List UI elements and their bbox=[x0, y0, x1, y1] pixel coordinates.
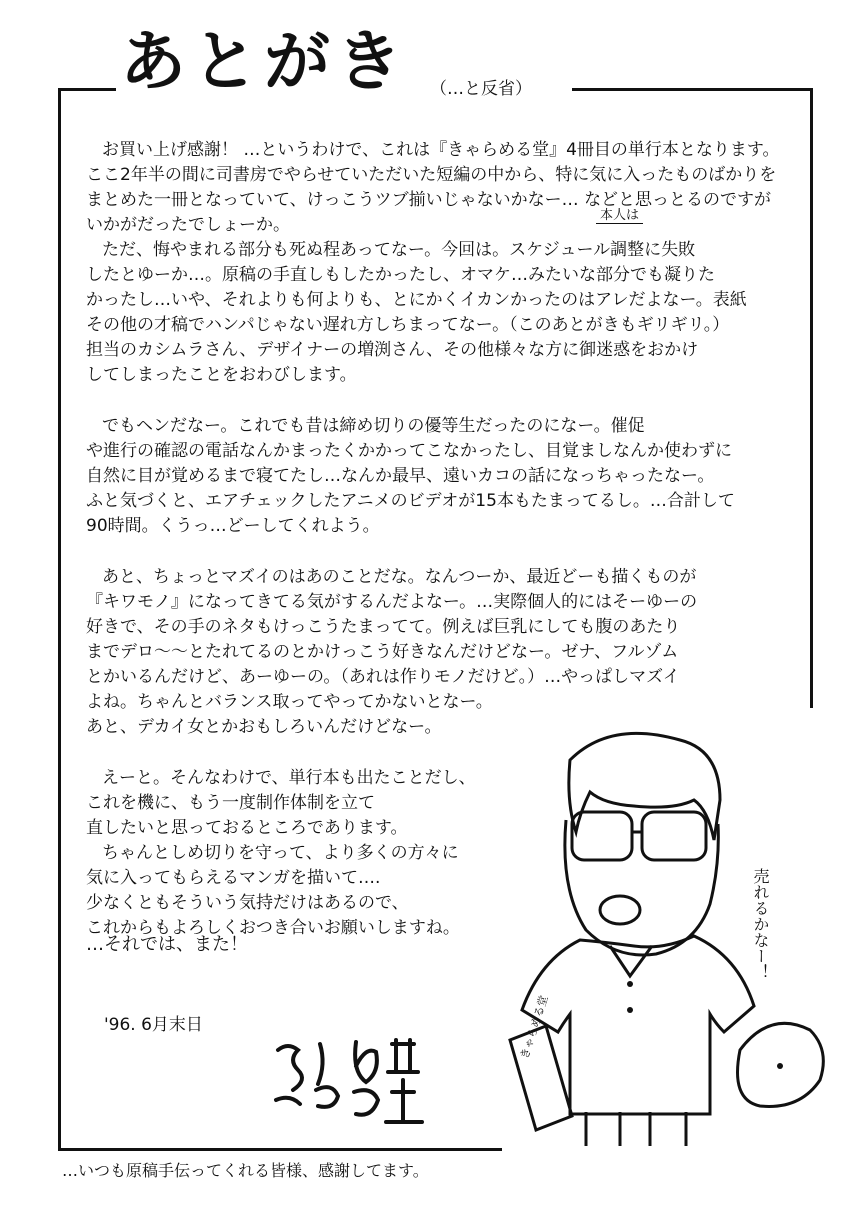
page-title: あとがき bbox=[120, 22, 408, 100]
text-line: ちゃんとしめ切りを守って、より多くの方々に bbox=[102, 843, 459, 863]
frame-top-left-line bbox=[60, 88, 116, 91]
text-line: 好きで、その手のネタもけっこうたまってて。例えば巨乳にしても腹のあたり bbox=[86, 617, 681, 637]
paragraph-2 bbox=[86, 414, 798, 539]
text-line: 90時間。くうっ…どーしてくれよう。 bbox=[86, 516, 380, 536]
text-line: までデロ～～とたれてるのとかけっこう好きなんだけどなー。ゼナ、フルゾム bbox=[86, 642, 679, 662]
text-line: これからもよろしくおつき合いお願いしますね。 bbox=[86, 918, 460, 938]
date-line: '96. 6月末日 bbox=[104, 1015, 203, 1035]
text-line: ただ、悔やまれる部分も死ぬ程あってなー。今回は。スケジュール調整に失敗 bbox=[102, 240, 696, 260]
closing-line: …それでは、また！ bbox=[86, 934, 248, 955]
text-line: や進行の確認の電話なんかまったくかかってこなかったし、目覚ましなんか使わずに bbox=[86, 441, 732, 461]
text-line: これを機に、もう一度制作体制を立て bbox=[86, 793, 375, 813]
text-line: でもヘンだなー。これでも昔は締め切りの優等生だったのになー。催促 bbox=[102, 416, 645, 436]
text-line: 直したいと思っておるところであります。 bbox=[86, 818, 408, 838]
text-line: よね。ちゃんとバランス取ってやってかないとなー。 bbox=[86, 692, 493, 712]
text-line: まとめた一冊となっていて、けっこうツブ揃いじゃないかなー… などと思っとるのですが bbox=[86, 190, 772, 210]
text-line: いかがだったでしょーか。 bbox=[86, 215, 290, 235]
text-line: 担当のカシムラさん、デザイナーの増渕さん、その他様々な方に御迷惑をおかけ bbox=[86, 340, 699, 360]
text-line: ここ2年半の間に司書房でやらせていただいた短編の中から、特に気に入ったものばかりを bbox=[86, 165, 777, 185]
page-subtitle: （…と反省） bbox=[430, 79, 532, 99]
text-line: ふと気づくと、エアチェックしたアニメのビデオが15本もたまってるし。…合計して bbox=[86, 491, 735, 511]
speech-bubble-text: 売れるかなー！ bbox=[751, 868, 770, 980]
author-caricature bbox=[490, 720, 850, 1160]
text-line: 少なくともそういう気持だけはあるので、 bbox=[86, 893, 409, 913]
text-line: したとゆーか…。原稿の手直しもしたかったし、オマケ…みたいな部分でも凝りた bbox=[86, 265, 715, 285]
text-line: 『キワモノ』になってきてる気がするんだよなー。…実際個人的にはそーゆーの bbox=[86, 592, 698, 612]
signature-logo bbox=[258, 1030, 428, 1140]
text-line: その他の才稿でハンパじゃない遅れ方しちまってなー。（このあとがきもギリギリ。） bbox=[86, 315, 730, 335]
text-line: してしまったことをおわびします。 bbox=[86, 365, 357, 385]
text-line: とかいるんだけど、あーゆーの。（あれは作りモノだけど。）…やっぱしマズイ bbox=[86, 667, 680, 687]
paragraph-3 bbox=[86, 565, 798, 740]
paragraph-1 bbox=[86, 138, 798, 388]
book-label: きゃらめる堂 bbox=[517, 993, 551, 1061]
text-line: あと、ちょっとマズイのはあのことだな。なんつーか、最近どーも描くものが bbox=[102, 567, 697, 587]
text-line: 自然に目が覚めるまで寝てたし…なんか最早、遠いカコの話になっちゃったなー。 bbox=[86, 466, 715, 486]
text-line: お買い上げ感謝！ …というわけで、これは『きゃらめる堂』4冊目の単行本となります。 bbox=[102, 140, 780, 160]
frame-bottom-line bbox=[58, 1148, 502, 1151]
footer-thanks: …いつも原稿手伝ってくれる皆様、感謝してます。 bbox=[62, 1161, 429, 1180]
frame-top-right-line bbox=[572, 88, 812, 91]
frame-right-line bbox=[810, 88, 813, 708]
frame-left-line bbox=[58, 88, 61, 1150]
text-line: 気に入ってもらえるマンガを描いて…. bbox=[86, 868, 381, 888]
author-annotation: 本人は bbox=[596, 204, 643, 224]
text-line: あと、デカイ女とかおもしろいんだけどなー。 bbox=[86, 717, 442, 737]
text-line: かったし…いや、それよりも何よりも、とにかくイカンかったのはアレだよなー。表紙 bbox=[86, 290, 747, 310]
text-line: えーと。そんなわけで、単行本も出たことだし、 bbox=[102, 768, 476, 788]
